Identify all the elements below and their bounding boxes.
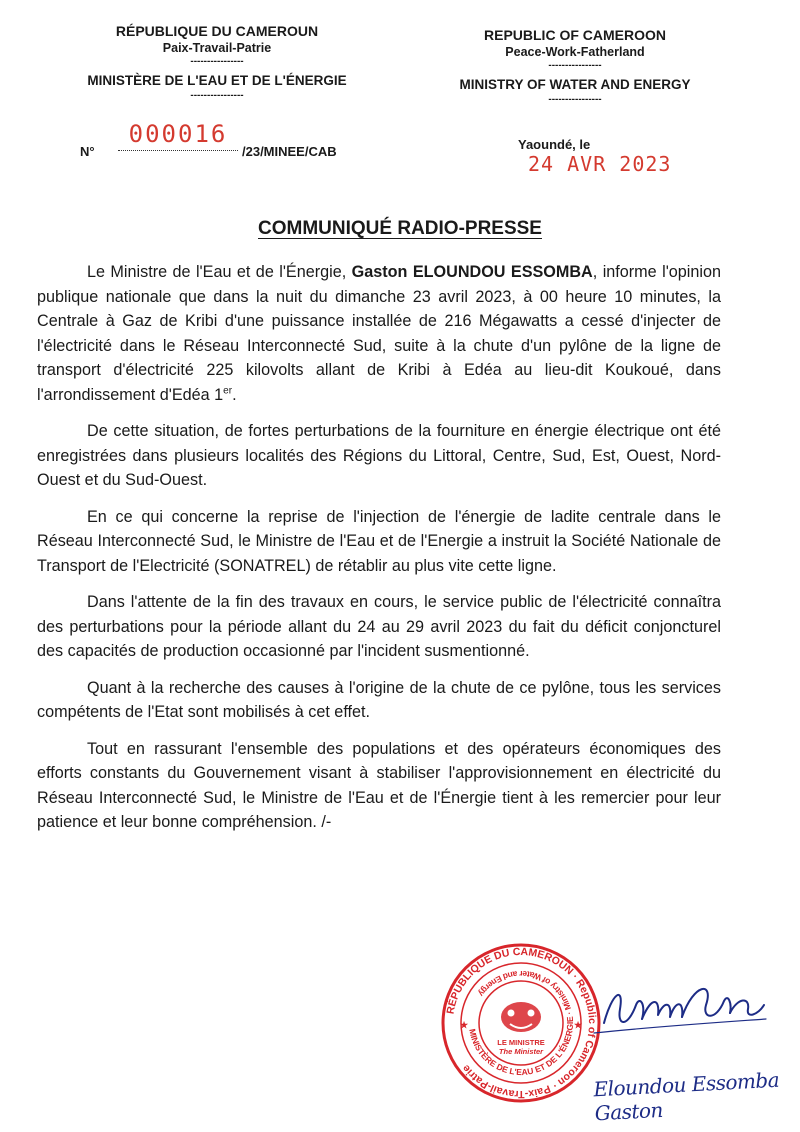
ministry-name-en: MINISTRY OF WATER AND ENERGY [459, 77, 691, 92]
official-seal-stamp [440, 942, 602, 1104]
paragraph-5: Quant à la recherche des causes à l'origine de la chute de ce pylône, tous les services compétents de l'Etat sont mobilisés à cet effet. [37, 678, 721, 721]
place-label: Yaoundé, le [518, 137, 591, 153]
svg-text:★: ★ [574, 1020, 583, 1030]
reference-line [80, 120, 740, 177]
paragraph-1-end: . [232, 385, 237, 404]
document-body [37, 260, 721, 847]
paragraph-1-rest: , informe l'opinion publique nationale que dans la nuit du dimanche 23 avril 2023, à 00 heure 10 minutes, la Centrale à Gaz de Kribi d'une puissance installée de 216 Mégawatts a cessé d'injecter de l'électricité dans le Réseau Interconnecté Sud, suite à la chute d'un pylône de la ligne de transport d'électricité 225 kilovolts allant de Kribi à Edéa au lieu-dit Koukoué, dans l'arrondissement d'Edéa 1 [37, 263, 721, 404]
country-name-fr: RÉPUBLIQUE DU CAMEROUN [115, 23, 319, 39]
motto-fr: Paix-Travail-Patrie [162, 41, 272, 55]
svg-text:★: ★ [460, 1020, 469, 1030]
svg-text:The Minister: The Minister [498, 1047, 544, 1056]
ministry-name-fr: MINISTÈRE DE L'EAU ET DE L'ÉNERGIE [87, 73, 347, 88]
paragraph-1-start: Le Ministre de l'Eau et de l'Énergie, [87, 263, 352, 281]
reference-number-stamp: 000016 [118, 120, 238, 151]
divider-fr: ---------------- [190, 56, 244, 67]
svg-text:LE MINISTRE: LE MINISTRE [497, 1038, 545, 1047]
paragraph-4: Dans l'attente de la fin des travaux en cours, le service public de l'électricité connaîtra des perturbations pour la période allant du 24 au 29 avril 2023 du fait du déficit conjoncturel des capacités de production occasionné par l'incident susmentionné. [37, 593, 721, 660]
date-stamp: 24 AVR 2023 [528, 152, 672, 177]
paragraph-6: Tout en rassurant l'ensemble des populations et des opérateurs économiques des efforts constants du Gouvernement visant à stabiliser l'approvisionnement en électricité du Réseau Interconnecté Sud, le Ministre de l'Eau et de l'Énergie tient à les remercier pour leur patience et leur bonne compréhension. /- [37, 739, 721, 831]
place-date [518, 136, 740, 176]
minister-name: Gaston ELOUNDOU ESSOMBA [351, 263, 593, 281]
handwritten-signature [590, 975, 770, 1045]
paragraph-2: De cette situation, de fortes perturbations de la fourniture en énergie électrique ont été enregistrées dans plusieurs localités des Régions du Littoral, Centre, Sud, Est, Ouest, Nord-Ouest et du Sud-Ouest. [37, 422, 721, 489]
header-english [415, 22, 735, 106]
motto-en: Peace-Work-Fatherland [505, 45, 645, 59]
reference-prefix: N° [80, 144, 95, 159]
document-title: COMMUNIQUÉ RADIO-PRESSE [258, 218, 542, 239]
divider-en: ---------------- [548, 60, 602, 71]
svg-text:MINISTÈRE DE L'EAU ET DE L'ÉNE: MINISTÈRE DE L'EAU ET DE L'ÉNERGIE · Ministry of Water and Energy [467, 968, 576, 1078]
divider-en-2: ---------------- [548, 94, 602, 105]
reference-suffix: /23/MINEE/CAB [242, 144, 337, 159]
svg-text:RÉPUBLIQUE DU CAMEROUN · Repub: RÉPUBLIQUE DU CAMEROUN · Republic of Cameroon · Paix-Travail-Patrie [444, 945, 599, 1101]
signature-name: Eloundou Essomba Gaston [592, 1067, 780, 1126]
ordinal-superscript: er [223, 385, 233, 397]
paragraph-3: En ce qui concerne la reprise de l'injection de l'énergie de ladite centrale dans le Réseau Interconnecté Sud, le Ministre de l'Eau et de l'Energie a instruit la Société Nationale de Transport de l'Electricité (SONATREL) de rétablir au plus vite cette ligne. [37, 507, 721, 575]
country-name-en: REPUBLIC OF CAMEROON [484, 27, 666, 43]
paragraph-1 [37, 260, 721, 407]
divider-fr-2: ---------------- [190, 90, 244, 101]
header-french [52, 22, 382, 102]
